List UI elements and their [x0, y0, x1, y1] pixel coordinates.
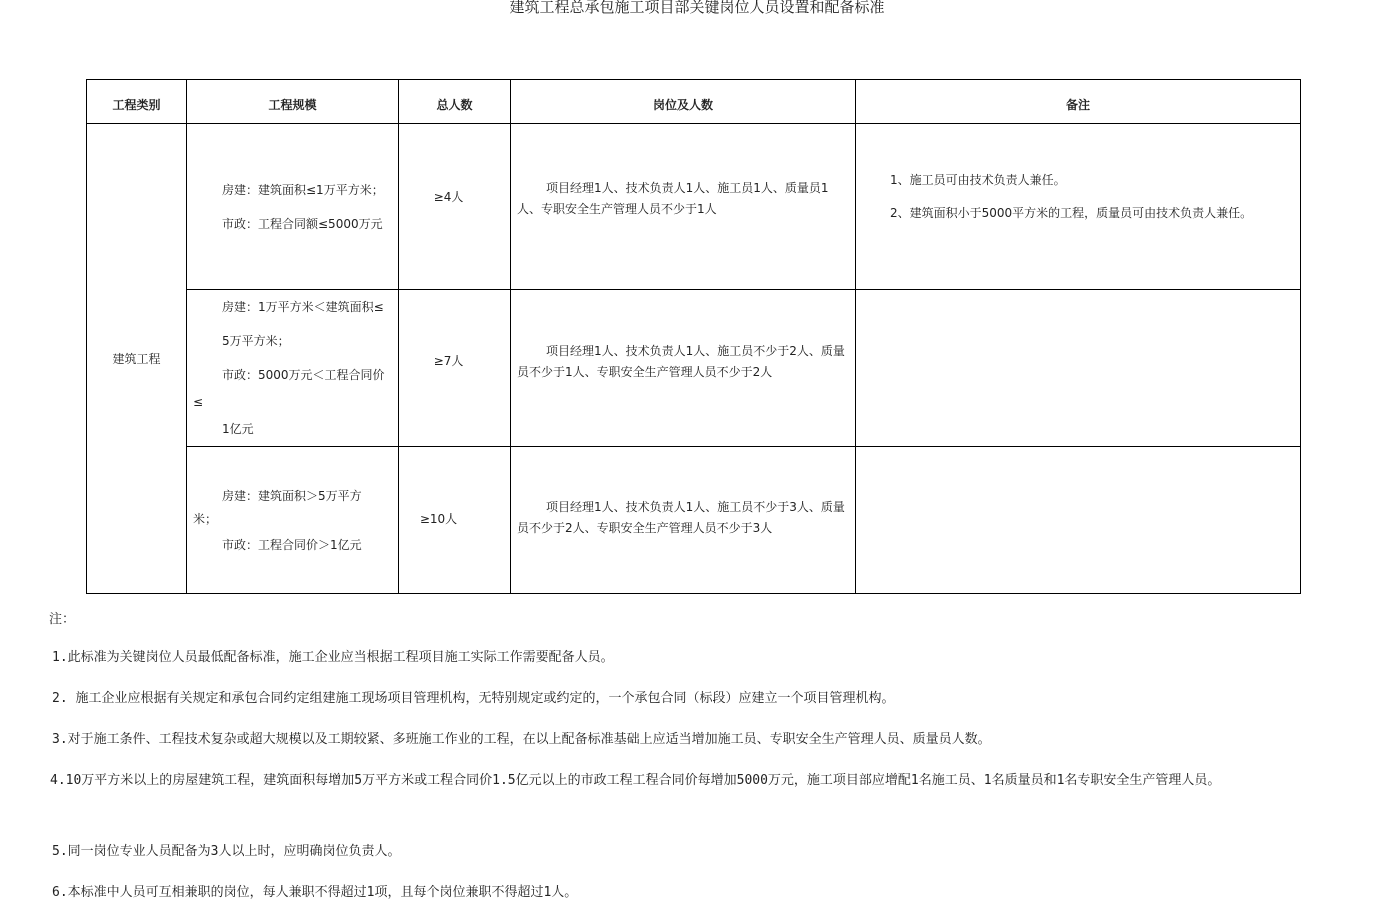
remarks-cell: [856, 124, 1301, 290]
note-item: 5.同一岗位专业人员配备为3人以上时，应明确岗位负责人。: [52, 844, 401, 859]
total-value: ≥7人: [433, 353, 464, 368]
header-posts: 岗位及人数: [511, 80, 856, 124]
table-row: [87, 290, 1301, 447]
remark-line: 1、施工员可由技术负责人兼任。: [890, 172, 1066, 187]
scale-line: 房建：建筑面积＞5万平方: [222, 488, 362, 503]
page-title: 建筑工程总承包施工项目部关键岗位人员设置和配备标准: [509, 0, 885, 16]
scale-line: 5万平方米；: [222, 334, 290, 348]
staffing-standard-table: [86, 79, 1301, 594]
total-value: ≥10人: [419, 511, 458, 526]
scale-line: 市政：工程合同价＞1亿元: [222, 537, 362, 552]
posts-cell: [511, 290, 856, 447]
scale-cell: [187, 124, 399, 290]
note-item: 4.10万平方米以上的房屋建筑工程，建筑面积每增加5万平方米或工程合同价1.5亿元以上的市政工程工程合同价每增加5000万元，施工项目部应增配1名施工员、1名质量员和1名专职安全生产管理人员。: [50, 773, 1221, 788]
note-item: 2. 施工企业应根据有关规定和承包合同约定组建施工现场项目管理机构，无特别规定或约定的，一个承包合同（标段）应建立一个项目管理机构。: [52, 691, 895, 706]
remarks-cell: [856, 447, 1301, 594]
scale-line: 市政：工程合同额≤5000万元: [222, 216, 383, 231]
total-cell: [399, 447, 511, 594]
scale-line: 市政：5000万元＜工程合同价: [222, 368, 385, 382]
scale-line: 1亿元: [222, 422, 254, 436]
scale-line: ≤: [193, 395, 204, 409]
header-scale: 工程规模: [187, 80, 399, 124]
posts-cell: [511, 447, 856, 594]
header-category: 工程类别: [87, 80, 187, 124]
header-remarks: 备注: [856, 80, 1301, 124]
note-item: 1.此标准为关键岗位人员最低配备标准，施工企业应当根据工程项目施工实际工作需要配备人员。: [52, 650, 614, 665]
table-row: [87, 447, 1301, 594]
remark-line: 2、建筑面积小于5000平方米的工程，质量员可由技术负责人兼任。: [890, 205, 1253, 220]
posts-cell: [511, 124, 856, 290]
table-header-row: [87, 80, 1301, 124]
scale-cell: [187, 447, 399, 594]
total-cell: [399, 124, 511, 290]
total-value: ≥4人: [433, 190, 464, 204]
table-row: [87, 124, 1301, 290]
posts-text: 项目经理1人、技术负责人1人、施工员不少于3人、质量员不少于2人、专职安全生产管理人员不少于3人: [517, 500, 845, 535]
category-cell: [87, 124, 187, 594]
posts-text: 项目经理1人、技术负责人1人、施工员不少于2人、质量员不少于1人、专职安全生产管理人员不少于2人: [517, 344, 845, 379]
scale-line: 房建：建筑面积≤1万平方米；: [222, 182, 384, 197]
scale-cell: [187, 290, 399, 447]
posts-text: 项目经理1人、技术负责人1人、施工员1人、质量员1人、专职安全生产管理人员不少于1人: [517, 180, 829, 216]
header-total: 总人数: [399, 80, 511, 124]
note-item: 6.本标准中人员可互相兼职的岗位，每人兼职不得超过1项，且每个岗位兼职不得超过1人。: [52, 885, 578, 900]
scale-line: 米；: [193, 511, 218, 526]
note-item: 3.对于施工条件、工程技术复杂或超大规模以及工期较紧、多班施工作业的工程，在以上配备标准基础上应适当增加施工员、专职安全生产管理人员、质量员人数。: [52, 732, 991, 747]
category-label: 建筑工程: [112, 352, 161, 366]
scale-line: 房建：1万平方米＜建筑面积≤: [222, 300, 384, 314]
notes-heading: 注：: [49, 612, 76, 627]
total-cell: [399, 290, 511, 447]
remarks-cell: [856, 290, 1301, 447]
